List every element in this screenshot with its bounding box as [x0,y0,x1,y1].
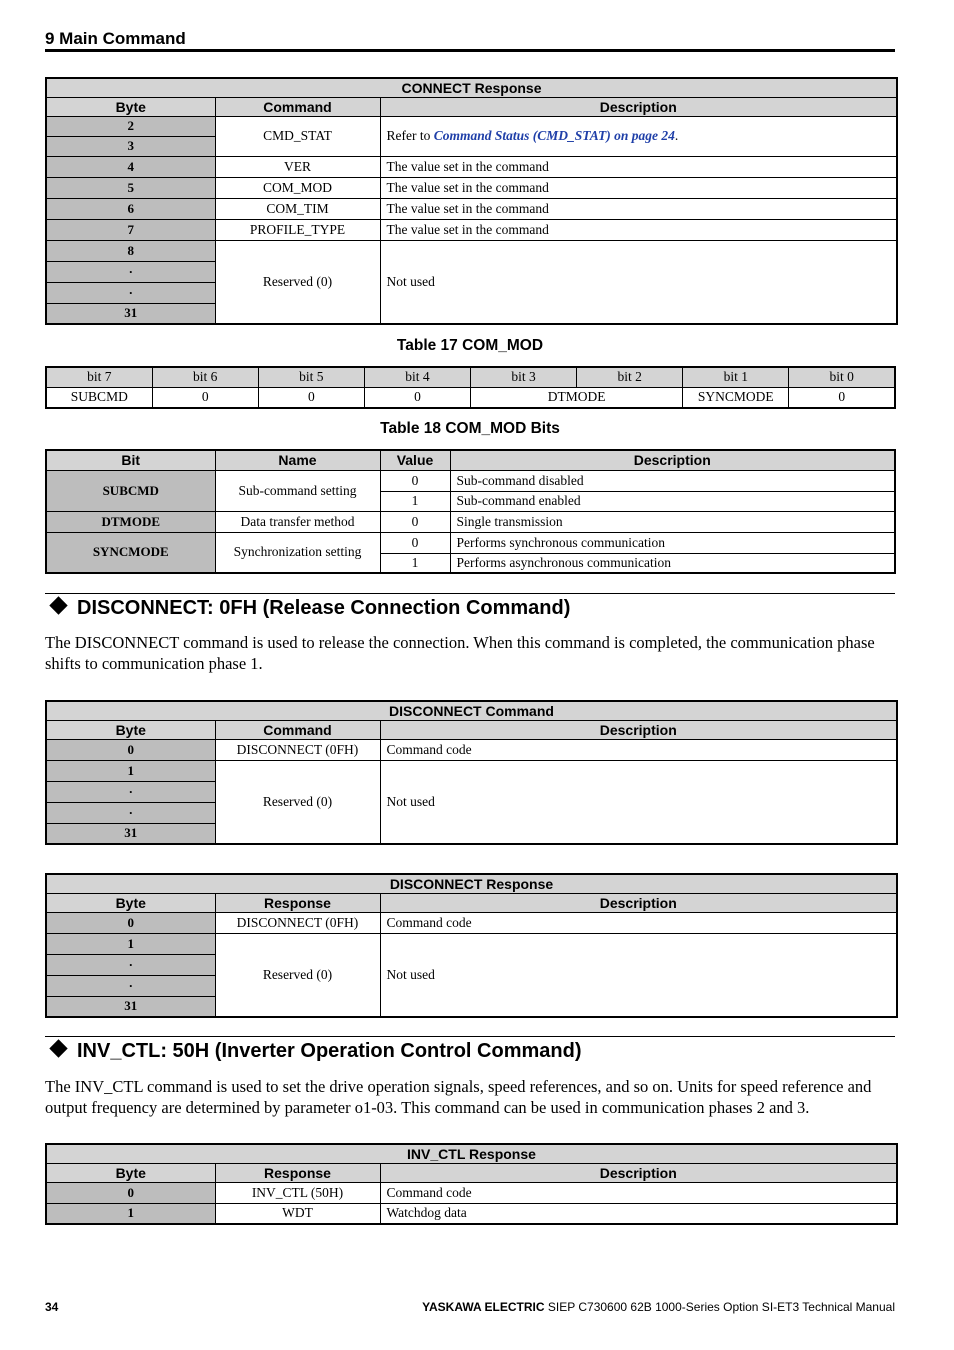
cmd-stat-link[interactable]: Command Status (CMD_STAT) on page 24 [433,128,675,143]
table-caption: Table 18 COM_MOD Bits [380,420,560,437]
col-header-description: Description [380,720,897,739]
bit-header: bit 1 [683,367,789,387]
bit-value: SYNCMODE [683,387,789,408]
description-cell: Watchdog data [380,1203,897,1224]
value-cell: 1 [380,553,450,573]
bit-header: bit 6 [152,367,258,387]
col-header-description: Description [380,893,897,912]
col-header-response: Response [215,893,380,912]
byte-cell: 1 [46,760,215,781]
byte-cell: 6 [46,198,215,219]
command-cell: COM_MOD [215,177,380,198]
description-cell: Command code [380,739,897,760]
byte-cell: 5 [46,177,215,198]
col-header-byte: Byte [46,1163,215,1182]
disconnect-command-table [45,700,898,845]
response-cell: DISCONNECT (0FH) [215,912,380,933]
byte-cell: · [46,802,215,823]
description-cell: Not used [380,933,897,1017]
byte-cell: 7 [46,219,215,240]
col-header-name: Name [215,450,380,470]
byte-cell: 31 [46,303,215,324]
table-row [46,739,897,760]
col-header-command: Command [215,720,380,739]
col-header-byte: Byte [46,893,215,912]
com-mod-bits-table [45,449,896,574]
bit-cell: SYNCMODE [46,532,215,573]
disconnect-paragraph: The DISCONNECT command is used to release the connection. When this command is completed, the communication phase shifts to communication phase 1. [45,633,875,673]
name-cell: Synchronization setting [215,532,380,573]
command-cell: Reserved (0) [215,760,380,844]
description-cell: Not used [380,240,897,324]
byte-cell: · [46,975,215,996]
page-header: 9 Main Command [45,29,895,52]
value-cell: 0 [380,532,450,553]
table-row [46,912,897,933]
byte-cell: 3 [46,136,215,156]
response-cell: WDT [215,1203,380,1224]
disconnect-response-table [45,873,898,1018]
bit-value: 0 [364,387,470,408]
byte-cell: 1 [46,1203,215,1224]
section-heading-text: INV_CTL: 50H (Inverter Operation Control Command) [77,1040,582,1062]
bit-header: bit 2 [577,367,683,387]
bit-value: SUBCMD [46,387,152,408]
table-row [46,219,897,240]
diamond-bullet-icon [49,1039,67,1057]
col-header-byte: Byte [46,97,215,116]
section-heading-text: DISCONNECT: 0FH (Release Connection Command) [77,597,571,619]
bit-value: 0 [152,387,258,408]
byte-cell: 0 [46,912,215,933]
table-row [46,1182,897,1203]
bit-value: DTMODE [471,387,683,408]
command-cell: VER [215,156,380,177]
table-caption: Table 17 COM_MOD [396,337,544,354]
bit-value: 0 [258,387,364,408]
byte-cell: 1 [46,933,215,954]
table-row [46,198,897,219]
description-cell: Sub-command disabled [450,470,895,491]
table-row [46,177,897,198]
value-cell: 1 [380,491,450,511]
description-cell: Sub-command enabled [450,491,895,511]
table-row [46,1203,897,1224]
description-cell: Single transmission [450,511,895,532]
table-title: DISCONNECT Response [46,874,897,893]
inv-ctl-response-table [45,1143,898,1225]
description-cell: The value set in the command [380,219,897,240]
response-cell: Reserved (0) [215,933,380,1017]
byte-cell: · [46,954,215,975]
table-row [46,156,897,177]
byte-cell: 31 [46,823,215,844]
bit-header: bit 4 [364,367,470,387]
col-header-command: Command [215,97,380,116]
table-title: CONNECT Response [46,78,897,97]
byte-cell: 2 [46,116,215,136]
byte-cell: 0 [46,739,215,760]
description-prefix: Refer to [386,128,434,143]
bit-header: bit 5 [258,367,364,387]
bit-cell: SUBCMD [46,470,215,511]
description-cell: Performs synchronous communication [450,532,895,553]
name-cell: Data transfer method [215,511,380,532]
name-cell: Sub-command setting [215,470,380,511]
byte-cell: · [46,781,215,802]
description-cell: The value set in the command [380,198,897,219]
section-heading-disconnect [45,593,895,625]
description-suffix: . [674,128,679,143]
bit-header: bit 3 [471,367,577,387]
command-cell: CMD_STAT [215,116,380,156]
footer-doc-info [422,1300,895,1314]
description-cell: Command code [380,912,897,933]
byte-cell: 0 [46,1182,215,1203]
byte-cell: 8 [46,240,215,261]
col-header-description: Description [450,450,895,470]
connect-response-table [45,77,898,325]
command-cell: COM_TIM [215,198,380,219]
command-cell: DISCONNECT (0FH) [215,739,380,760]
description-cell [380,116,897,156]
bit-value: 0 [789,387,895,408]
section-heading-inv-ctl [45,1036,895,1068]
command-cell: Reserved (0) [215,240,380,324]
bit-header: bit 0 [789,367,895,387]
value-cell: 0 [380,470,450,491]
description-cell: Not used [380,760,897,844]
byte-cell: 4 [46,156,215,177]
table-title: INV_CTL Response [46,1144,897,1163]
description-cell: Performs asynchronous communication [450,553,895,573]
byte-cell: · [46,261,215,282]
com-mod-table [45,366,896,409]
footer-doc-title: SIEP C730600 62B 1000-Series Option SI-ET3 Technical Manual [547,1300,895,1314]
col-header-response: Response [215,1163,380,1182]
byte-cell: 31 [46,996,215,1017]
table-title: DISCONNECT Command [46,701,897,720]
diamond-bullet-icon [49,596,67,614]
value-cell: 0 [380,511,450,532]
description-cell: The value set in the command [380,177,897,198]
col-header-bit: Bit [46,450,215,470]
col-header-description: Description [380,1163,897,1182]
bit-header: bit 7 [46,367,152,387]
byte-cell: · [46,282,215,303]
footer-brand: YASKAWA ELECTRIC [422,1300,545,1314]
command-cell: PROFILE_TYPE [215,219,380,240]
bit-cell: DTMODE [46,511,215,532]
description-cell: The value set in the command [380,156,897,177]
col-header-description: Description [380,97,897,116]
page-number: 34 [45,1300,59,1314]
inv-ctl-paragraph: The INV_CTL command is used to set the drive operation signals, speed references, and so on. Units for speed reference and output frequency are determined by parameter o1-03. This command can be used in communication phases 2 and 3. [45,1077,872,1117]
col-header-value: Value [380,450,450,470]
response-cell: INV_CTL (50H) [215,1182,380,1203]
col-header-byte: Byte [46,720,215,739]
description-cell: Command code [380,1182,897,1203]
